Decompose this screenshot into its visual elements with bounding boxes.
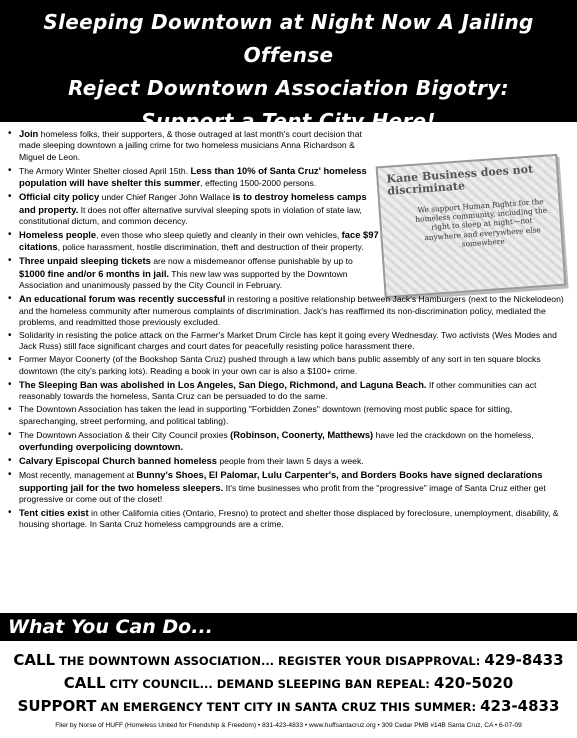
headline-line-1: Sleeping Downtown at Night Now A Jailing Offense — [43, 10, 534, 67]
list-item: • The Armory Winter Shelter closed April 15th. Less than 10% of Santa Cruz' homeless population will have shelter this summer, effecting 1500-2000 persons. — [6, 165, 381, 190]
sign-body: We support Human Rights for the homeless community, including the right to sleep at night—not anywhere and everywhere else somewhere — [415, 196, 548, 249]
list-item: • An educational forum was recently successful in restoring a positive relationship between Jack's Hamburgers (next to the Nickelodeon) and the homeless community after numerous complaints of discrimination. Jack's has reaffirmed its non-discrimination policy, mediated the problems, and readmitted those previously excluded. — [6, 293, 567, 328]
list-item: • Join homeless folks, their supporters, & those outraged at last month's court decision that made sleeping downtown a jailing crime for two homeless musicians Anna Richardson & Miguel de Leon. — [6, 128, 381, 163]
list-item: • The Downtown Association has taken the lead in supporting "Forbidden Zones" downtown (removing most public space for sitting, sparechanging, street performing, and political tabling). — [6, 404, 567, 427]
what-you-can-do-heading: What You Can Do... — [0, 613, 577, 641]
list-item: • Solidarity in resisting the police attack on the Farmer's Market Drum Circle has kept it going every Wednesday. Two activists (Wes Modes and Jack Russ) still face significant charges and court dates for peacefully resisting police harassment there. — [6, 330, 567, 353]
footer-credits: Flier by Norse of HUFF (Homeless United for Friendship & Freedom) • 831-423-4833 • www.huffsantacruz.org • 309 Cedar PMB #14B Santa Cruz, CA • 6-07-09 — [55, 722, 522, 729]
list-item: • Most recently, management at Bunny's Shoes, El Palomar, Lulu Carpenter's, and Borders Books have signed declarations supporting jail for the two homeless sleepers. It's time businesses who profit from the "progressive" image of Santa Cruz either get progressive or come out of the closet! — [6, 469, 567, 505]
headline-banner — [0, 0, 577, 133]
list-item: • Homeless people, even those who sleep quietly and cleanly in their own vehicles, face $97 citations, police harassment, hostile discrimination, theft and destruction of their property. — [6, 229, 381, 254]
list-item: • Tent cities exist in other California cities (Ontario, Fresno) to protect and shelter those displaced by foreclosure, unemployment, disability, & housing shortage. In Santa Cruz homeless campgrounds are a crime. — [6, 507, 567, 531]
headline-line-2: Reject Downtown Association Bigotry: — [68, 76, 509, 100]
list-item: • The Sleeping Ban was abolished in Los Angeles, San Diego, Richmond, and Laguna Beach. If other communities can act reasonably towards the homeless, Santa Cruz can be persuaded to do the same. — [6, 379, 567, 403]
call-city-council: CALL CITY COUNCIL... DEMAND SLEEPING BAN REPEAL: 420-5020 — [63, 674, 514, 692]
list-item: • Three unpaid sleeping tickets are now a misdemeanor offense punishable by up to $1000 fine and/or 6 months in jail. This new law was supported by the Downtown Association and unanimously passed by the City Council in February. — [6, 255, 381, 291]
call-downtown-association: CALL THE DOWNTOWN ASSOCIATION... REGISTER YOUR DISAPPROVAL: 429-8433 — [13, 651, 564, 669]
list-item: • The Downtown Association & their City Council proxies (Robinson, Coonerty, Matthews) have led the crackdown on the homeless, overfunding overpolicing downtown. — [6, 429, 567, 454]
list-item: • Calvary Episcopal Church banned homeless people from their lawn 5 days a week. — [6, 455, 567, 467]
list-item: • Official city policy under Chief Ranger John Wallace is to destroy homeless camps and property. It does not offer alternative survival sleeping spots in violation of state law, constitutional dictum, and common decency. — [6, 191, 381, 227]
list-item: • Former Mayor Coonerty (of the Bookshop Santa Cruz) pushed through a law which bans public assembly of any sort in ten square blocks downtown (the city's parking lots). Reading a book in your own car is also a $100+ crime. — [6, 354, 567, 377]
facts-list — [6, 128, 567, 532]
headline-line-3: Support a Tent City Here! — [141, 109, 436, 133]
support-tent-city: SUPPORT AN EMERGENCY TENT CITY IN SANTA CRUZ THIS SUMMER: 423-4833 — [17, 697, 560, 715]
sign-heading: Kane Business does not discriminate — [386, 162, 534, 198]
